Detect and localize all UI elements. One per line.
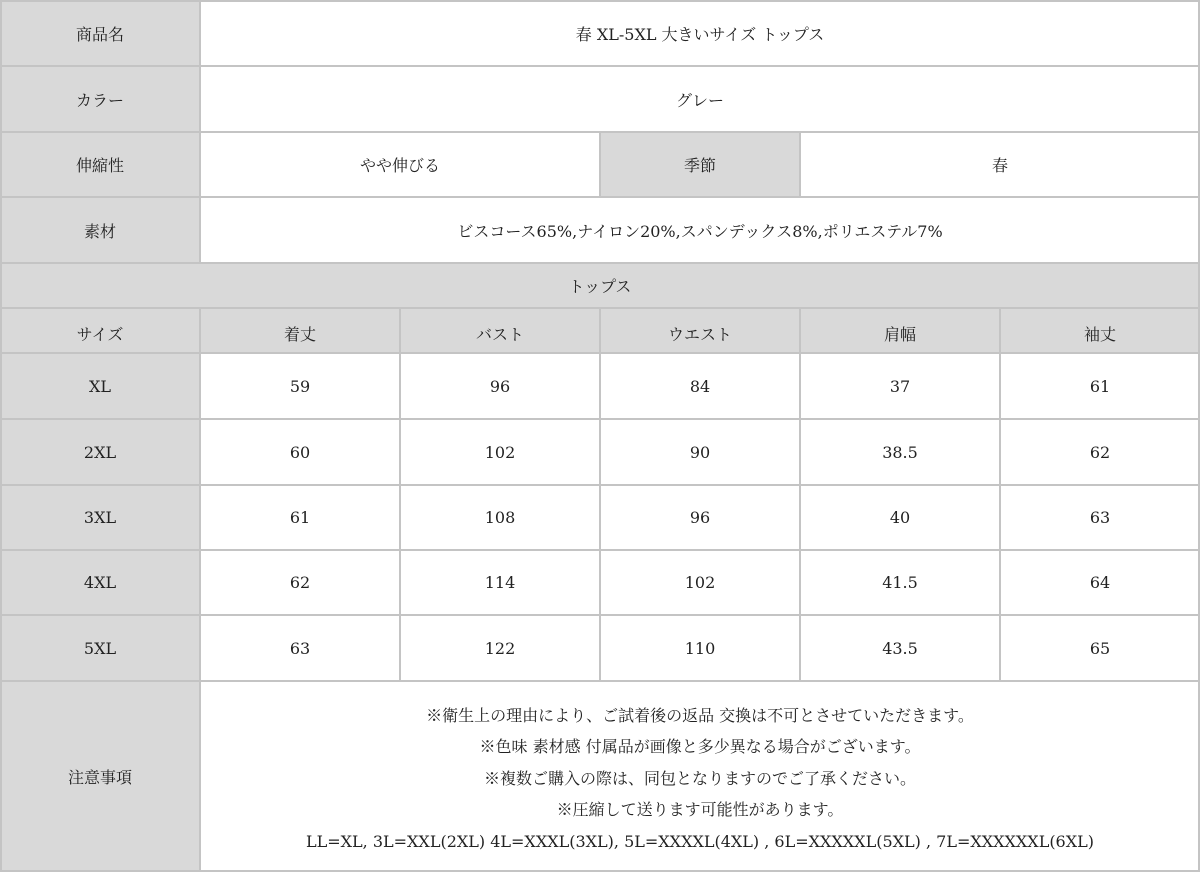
grid-line	[0, 0, 2, 872]
note-line: ※色味 素材感 付属品が画像と多少異なる場合がございます。	[479, 737, 921, 757]
material-label: 素材	[0, 197, 200, 263]
grid-line	[799, 308, 801, 681]
grid-line	[0, 0, 1200, 2]
shoulder-cell: 40	[800, 485, 1000, 550]
header-size: サイズ	[0, 308, 200, 353]
color-label: カラー	[0, 66, 200, 132]
waist-cell: 96	[600, 485, 800, 550]
size-cell: 5XL	[0, 615, 200, 681]
sleeve-cell: 63	[1000, 485, 1200, 550]
size-table-title: トップス	[0, 263, 1200, 308]
sleeve-cell: 64	[1000, 550, 1200, 615]
size-conversion-line: LL=XL, 3L=XXL(2XL) 4L=XXXL(3XL), 5L=XXXXL(4XL) , 6L=XXXXXL(5XL) , 7L=XXXXXXL(6XL)	[305, 831, 1094, 851]
sleeve-cell: 62	[1000, 419, 1200, 485]
stretch-value: やや伸びる	[200, 132, 600, 197]
waist-cell: 90	[600, 419, 800, 485]
size-cell: 4XL	[0, 550, 200, 615]
shoulder-cell: 41.5	[800, 550, 1000, 615]
sleeve-cell: 65	[1000, 615, 1200, 681]
size-cell: 3XL	[0, 485, 200, 550]
length-cell: 61	[200, 485, 400, 550]
stretch-label: 伸縮性	[0, 132, 200, 197]
shoulder-cell: 37	[800, 353, 1000, 419]
grid-line	[199, 0, 201, 263]
bust-cell: 108	[400, 485, 600, 550]
length-cell: 60	[200, 419, 400, 485]
header-bust: バスト	[400, 308, 600, 353]
product-name-value: 春 XL-5XL 大きいサイズ トップス	[200, 0, 1200, 66]
notes-content	[200, 681, 1200, 872]
color-value: グレー	[200, 66, 1200, 132]
waist-cell: 84	[600, 353, 800, 419]
note-line: ※圧縮して送ります可能性があります。	[556, 800, 844, 820]
shoulder-cell: 43.5	[800, 615, 1000, 681]
note-line: ※複数ご購入の際は、同包となりますのでご了承ください。	[483, 768, 916, 788]
grid-line	[799, 132, 801, 197]
waist-cell: 110	[600, 615, 800, 681]
shoulder-cell: 38.5	[800, 419, 1000, 485]
waist-cell: 102	[600, 550, 800, 615]
season-label: 季節	[600, 132, 800, 197]
product-name-label: 商品名	[0, 0, 200, 66]
material-value: ビスコース65%,ナイロン20%,スパンデックス8%,ポリエステル7%	[200, 197, 1200, 263]
bust-cell: 96	[400, 353, 600, 419]
notes-label: 注意事項	[0, 681, 200, 872]
size-cell: 2XL	[0, 419, 200, 485]
bust-cell: 102	[400, 419, 600, 485]
header-waist: ウエスト	[600, 308, 800, 353]
season-value: 春	[800, 132, 1200, 197]
grid-line	[199, 308, 201, 872]
note-line: ※衛生上の理由により、ご試着後の返品 交換は不可とさせていただきます。	[426, 705, 974, 725]
bust-cell: 122	[400, 615, 600, 681]
header-length: 着丈	[200, 308, 400, 353]
grid-line	[599, 308, 601, 681]
bust-cell: 114	[400, 550, 600, 615]
length-cell: 59	[200, 353, 400, 419]
header-shoulder: 肩幅	[800, 308, 1000, 353]
length-cell: 63	[200, 615, 400, 681]
grid-line	[999, 308, 1001, 681]
grid-line	[0, 262, 1200, 264]
header-sleeve: 袖丈	[1000, 308, 1200, 353]
grid-line	[0, 65, 1200, 67]
length-cell: 62	[200, 550, 400, 615]
grid-line	[399, 308, 401, 681]
size-cell: XL	[0, 353, 200, 419]
grid-line	[599, 132, 601, 197]
sleeve-cell: 61	[1000, 353, 1200, 419]
